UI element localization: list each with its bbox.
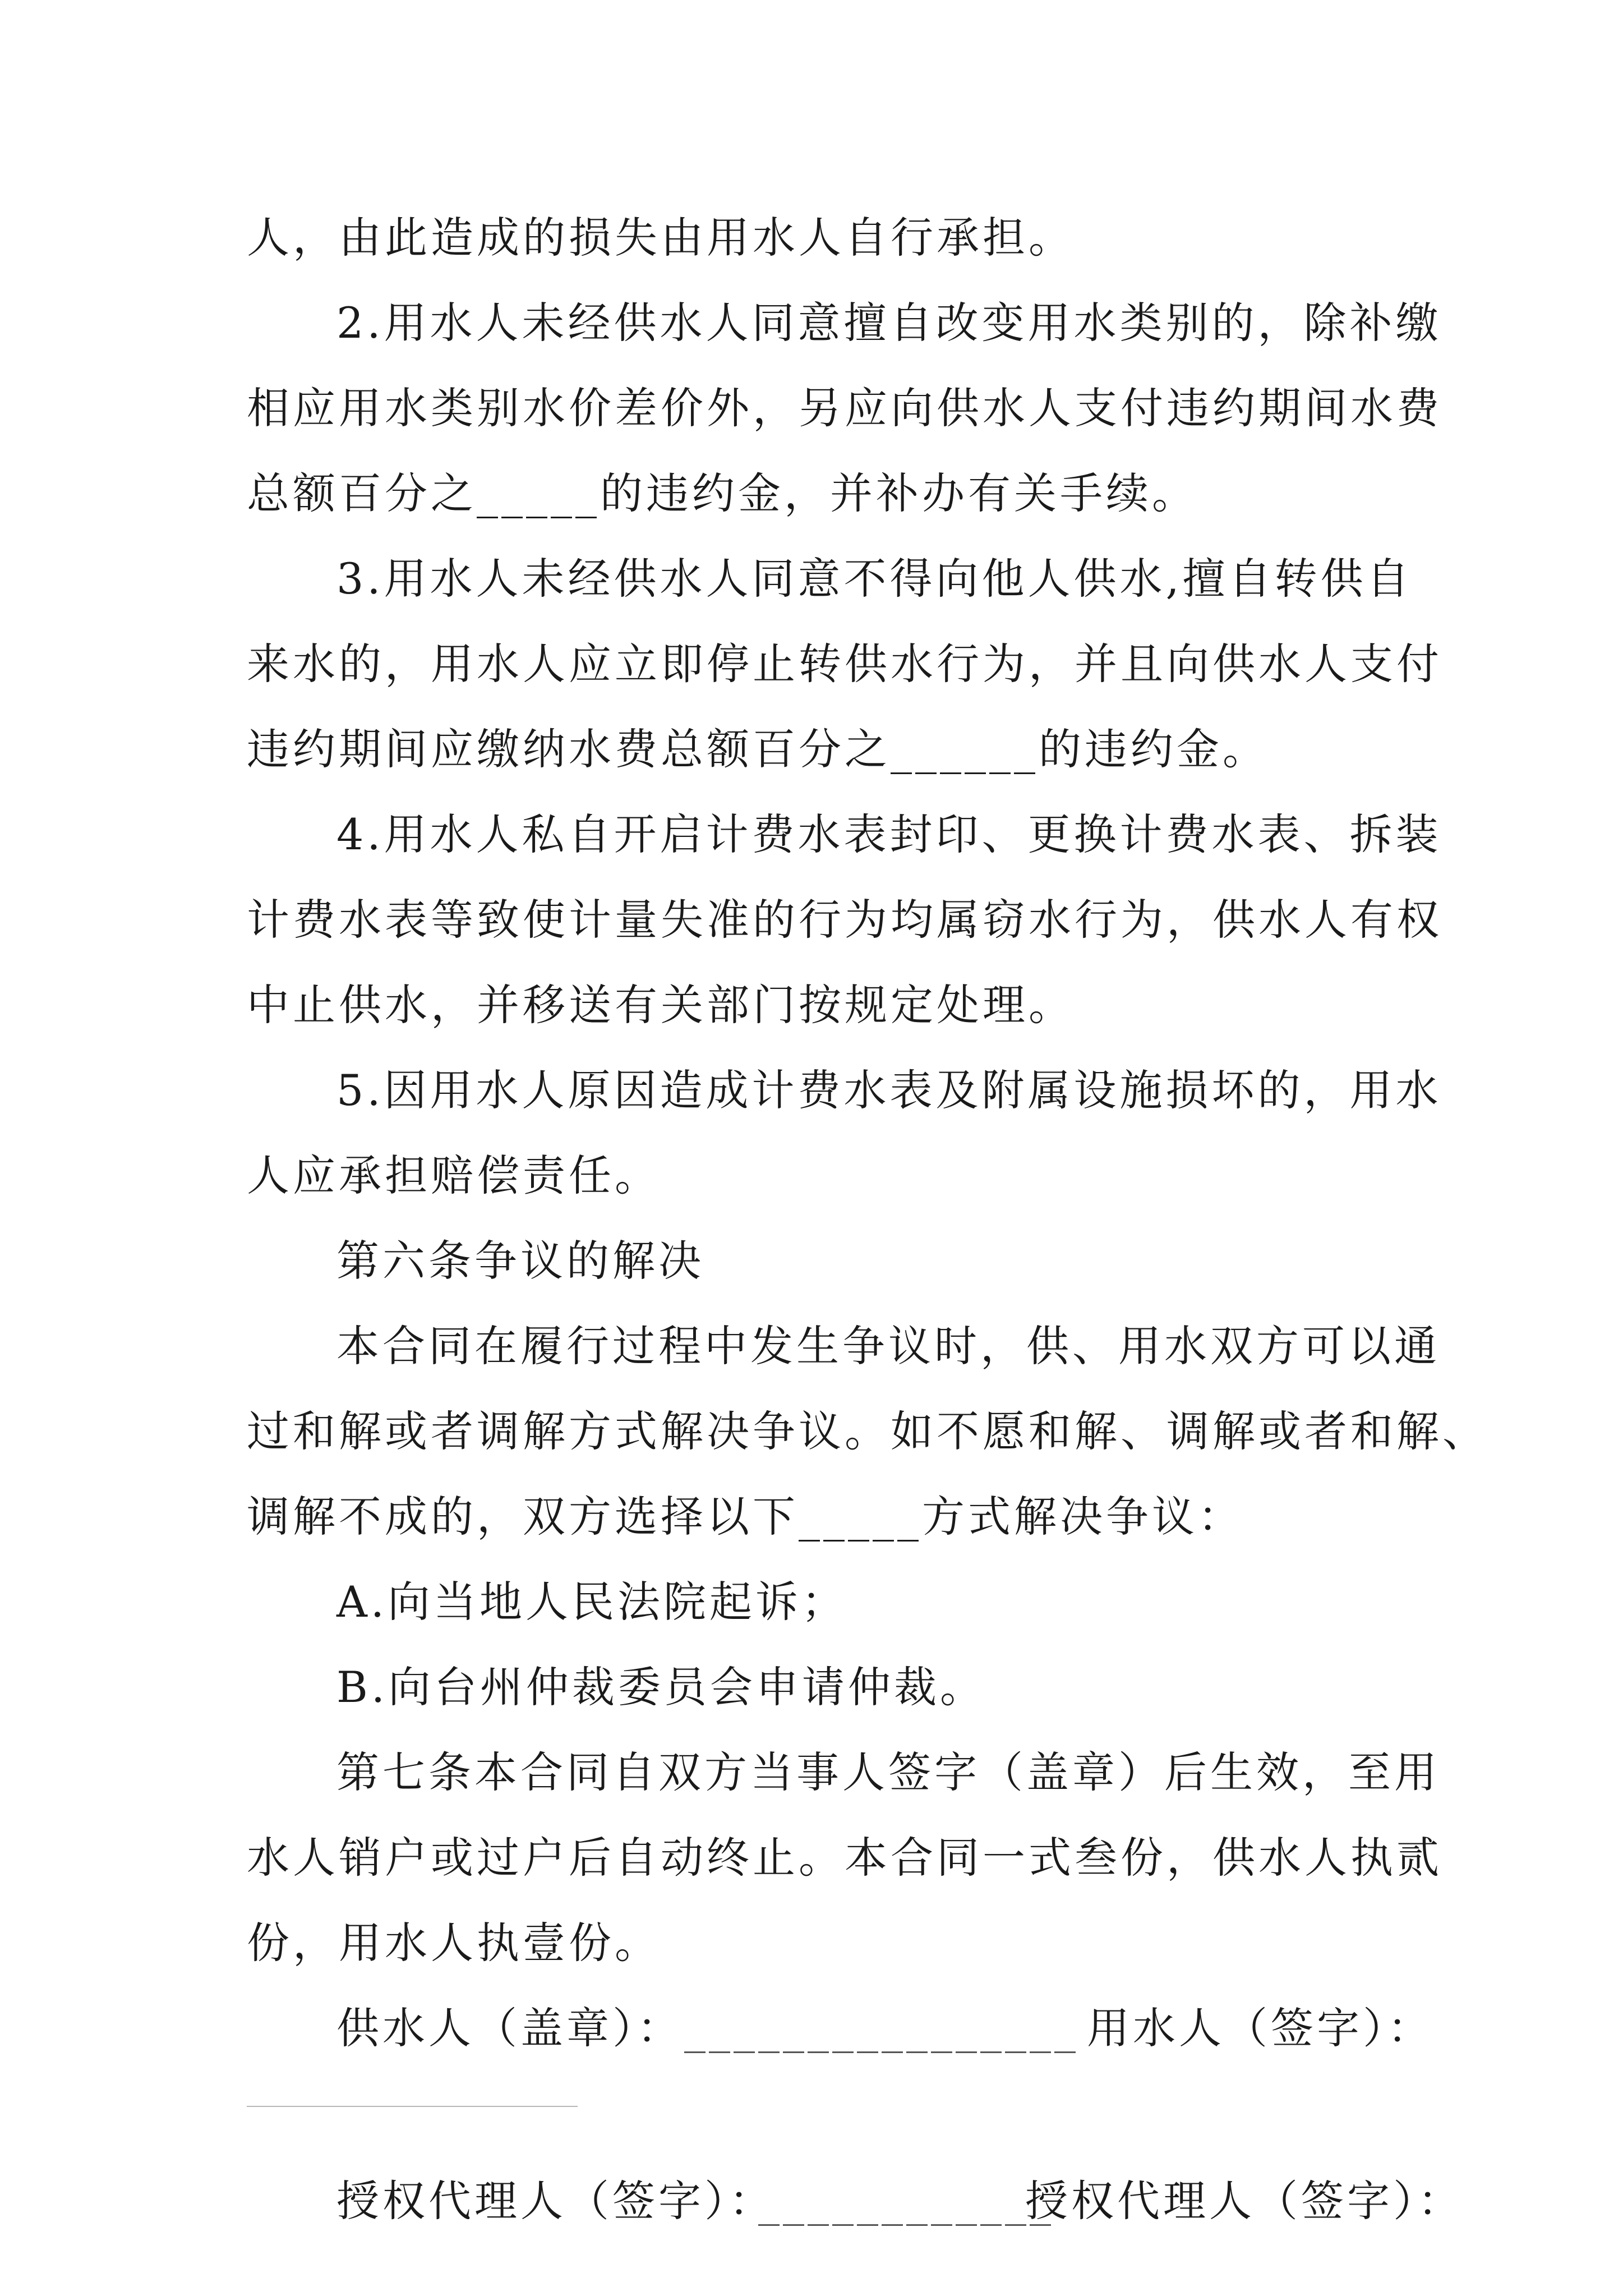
text-line: 份，用水人执壹份。 <box>247 1918 661 1968</box>
text-line: 水人销户或过户后自动终止。本合同一式叁份，供水人执贰 <box>247 1833 1442 1883</box>
text-line: 计费水表等致使计量失准的行为均属窃水行为，供水人有权 <box>247 895 1442 945</box>
text-line: 中止供水，并移送有关部门按规定处理。 <box>247 980 1075 1030</box>
text-line: 来水的，用水人应立即停止转供水行为，并且向供水人支付 <box>247 639 1442 689</box>
text-line: 4.用水人私自开启计费水表封印、更换计费水表、拆装 <box>336 809 1442 859</box>
text-line: 2.用水人未经供水人同意擅自改变用水类别的，除补缴 <box>336 298 1442 348</box>
user-agent-label: 授权代理人（签字）： <box>1025 2176 1464 2226</box>
user-sign-label: 用水人（签字）： <box>1087 2003 1433 2053</box>
text-line: 第七条本合同自双方当事人签字（盖章）后生效，至用 <box>336 1747 1440 1797</box>
text-line: 人应承担赔偿责任。 <box>247 1151 661 1200</box>
text-line: 过和解或者调解方式解决争议。如不愿和解、调解或者和解、 <box>247 1406 1488 1456</box>
text-line: 人，由此造成的损失由用水人自行承担。 <box>247 213 1075 263</box>
supplier-seal-label: 供水人（盖章）： <box>336 2003 683 2053</box>
text-line: 总额百分之_____的违约金，并补办有关手续。 <box>247 468 1198 518</box>
supplier-agent-blank: ____________ <box>758 2176 1054 2226</box>
text-line: 3.用水人未经供水人同意不得向他人供水,擅自转供自 <box>336 554 1413 604</box>
text-line: 本合同在履行过程中发生争议时，供、用水双方可以通 <box>336 1321 1440 1371</box>
text-line: 调解不成的，双方选择以下_____方式解决争议： <box>247 1492 1244 1542</box>
supplier-agent-label: 授权代理人（签字）： <box>336 2176 775 2226</box>
text-line: 违约期间应缴纳水费总额百分之______的违约金。 <box>247 724 1269 774</box>
section-heading: 第六条争议的解决 <box>336 1236 704 1286</box>
supplier-seal-blank: ________________ <box>684 2003 1079 2053</box>
signature-line <box>247 2106 578 2107</box>
text-line: 5.因用水人原因造成计费水表及附属设施损坏的，用水 <box>336 1065 1442 1115</box>
list-item: B.向台州仲裁委员会申请仲裁。 <box>336 1662 986 1712</box>
text-line: 相应用水类别水价差价外，另应向供水人支付违约期间水费 <box>247 383 1442 433</box>
list-item: A.向当地人民法院起诉； <box>336 1577 848 1627</box>
